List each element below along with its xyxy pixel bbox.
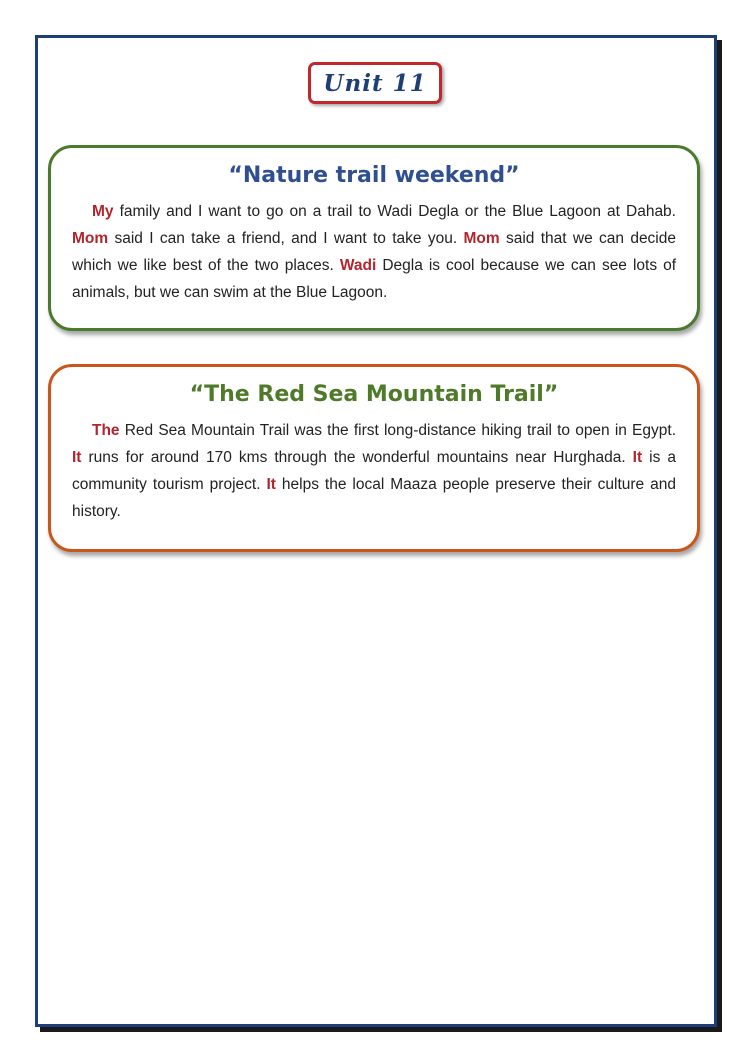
- highlight-word: It: [266, 476, 276, 493]
- highlight-word: Mom: [463, 230, 500, 247]
- passage-card-nature-trail: [48, 145, 700, 331]
- text-segment: said that we can decide which we like best of the two places.: [72, 230, 676, 274]
- highlight-word: My: [92, 203, 114, 220]
- passage-text: [72, 417, 676, 525]
- text-segment: family and I want to go on a trail to Wadi Degla or the Blue Lagoon at Dahab.: [113, 203, 676, 220]
- highlight-word: Mom: [72, 230, 109, 247]
- text-segment: runs for around 170 kms through the wonderful mountains near Hurghada.: [81, 449, 633, 466]
- highlight-word: The: [92, 422, 120, 439]
- text-segment: said I can take a friend, and I want to take you.: [108, 230, 464, 247]
- text-segment: helps the local Maaza people preserve their culture and history.: [72, 476, 676, 520]
- text-segment: is a community tourism project.: [72, 449, 676, 493]
- highlight-word: It: [632, 449, 643, 466]
- highlight-word: It: [72, 449, 82, 466]
- text-segment: Degla is cool because we can see lots of animals, but we can swim at the Blue Lagoon.: [72, 257, 677, 301]
- passage-title: “Nature trail weekend”: [228, 163, 520, 188]
- page-frame: [35, 35, 717, 1027]
- highlight-word: Wadi: [339, 257, 377, 274]
- passage-card-red-sea-trail: [48, 364, 700, 552]
- passage-title: “The Red Sea Mountain Trail”: [189, 382, 559, 407]
- unit-badge: [308, 62, 442, 104]
- unit-label: Unit 11: [323, 69, 427, 97]
- passage-text: [72, 198, 676, 306]
- text-segment: Red Sea Mountain Trail was the first long-distance hiking trail to open in Egypt.: [119, 422, 676, 439]
